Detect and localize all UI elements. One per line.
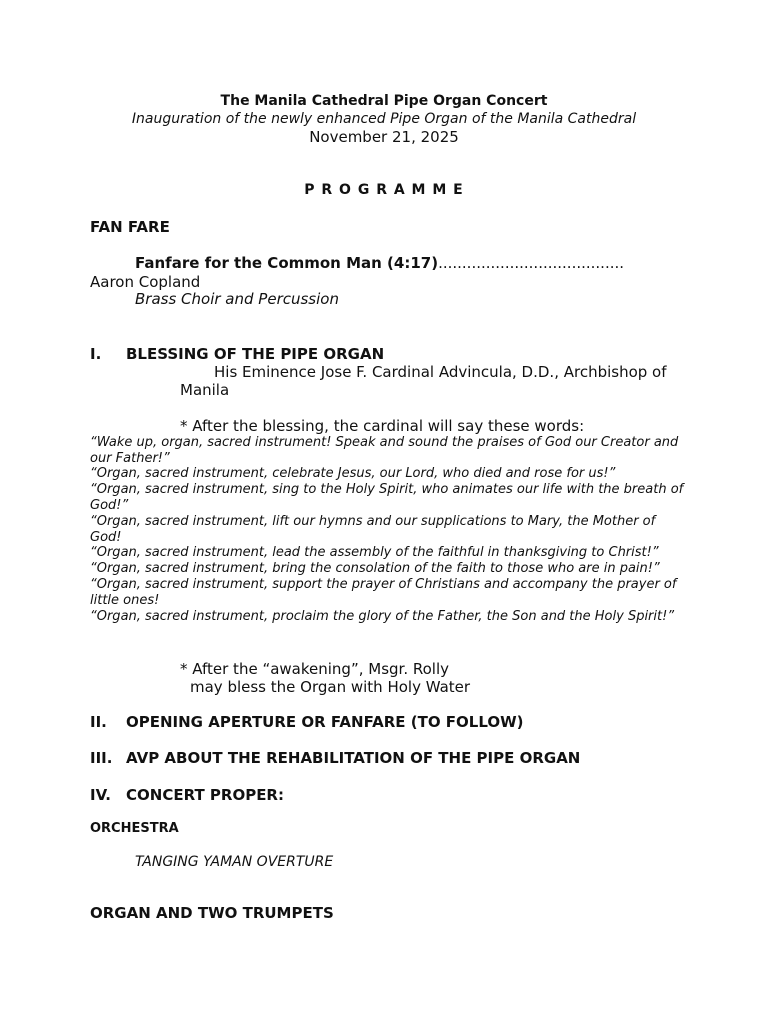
document-title: The Manila Cathedral Pipe Organ Concert xyxy=(220,93,548,109)
blessing-quote: “Wake up, organ, sacred instrument! Speak and sound the praises of God our Creator and our Father!” xyxy=(90,435,679,466)
officiant-line-1: His Eminence Jose F. Cardinal Advincula, D.D., Archbishop of xyxy=(214,363,667,381)
fanfare-piece-title: Fanfare for the Common Man (4:17) xyxy=(135,254,439,272)
fanfare-composer: Aaron Copland xyxy=(90,273,201,291)
section-number: II. xyxy=(90,713,107,731)
blessing-quote: “Organ, sacred instrument, bring the consolation of the faith to those who are in pain!” xyxy=(90,561,660,576)
section-heading-opening xyxy=(90,713,524,731)
blessing-quote: “Organ, sacred instrument, lead the assembly of the faithful in thanksgiving to Christ!” xyxy=(90,545,659,560)
fanfare-piece-line xyxy=(135,254,624,272)
section-heading-concert xyxy=(90,786,284,804)
section-heading-avp xyxy=(90,749,580,767)
blessing-quote: “Organ, sacred instrument, support the prayer of Christians and accompany the prayer of little ones! xyxy=(90,577,677,608)
after-awakening-line-2: may bless the Organ with Holy Water xyxy=(190,678,471,696)
orchestra-piece: TANGING YAMAN OVERTURE xyxy=(135,854,334,870)
blessing-note: * After the blessing, the cardinal will say these words: xyxy=(180,417,585,435)
section-title: CONCERT PROPER: xyxy=(126,786,284,804)
section-number: I. xyxy=(90,345,102,363)
document-subtitle: Inauguration of the newly enhanced Pipe Organ of the Manila Cathedral xyxy=(131,111,637,127)
blessing-quote: “Organ, sacred instrument, sing to the Holy Spirit, who animates our life with the breath of God!” xyxy=(90,482,684,513)
blessing-quote: “Organ, sacred instrument, lift our hymns and our supplications to Mary, the Mother of God! xyxy=(90,514,656,545)
officiant-line-2: Manila xyxy=(180,381,230,399)
fanfare-dot-leader: ....................................... xyxy=(438,254,625,272)
after-awakening-line-1: * After the “awakening”, Msgr. Rolly xyxy=(180,660,449,678)
section-number: III. xyxy=(90,749,113,767)
blessing-quote: “Organ, sacred instrument, celebrate Jesus, our Lord, who died and rose for us!” xyxy=(90,466,616,481)
programme-heading: P R O G R A M M E xyxy=(304,182,464,198)
concert-date: November 21, 2025 xyxy=(309,128,459,146)
organ-trumpets-heading: ORGAN AND TWO TRUMPETS xyxy=(90,904,334,922)
fanfare-ensemble: Brass Choir and Percussion xyxy=(135,290,339,308)
fanfare-heading: FAN FARE xyxy=(90,218,170,236)
section-title: BLESSING OF THE PIPE ORGAN xyxy=(126,345,385,363)
section-heading-blessing xyxy=(90,345,384,363)
blessing-quote: “Organ, sacred instrument, proclaim the glory of the Father, the Son and the Holy Spirit!” xyxy=(90,609,675,624)
orchestra-heading: ORCHESTRA xyxy=(90,821,179,836)
section-number: IV. xyxy=(90,786,111,804)
section-title: AVP ABOUT THE REHABILITATION OF THE PIPE ORGAN xyxy=(126,749,581,767)
section-title: OPENING APERTURE OR FANFARE (TO FOLLOW) xyxy=(126,713,524,731)
